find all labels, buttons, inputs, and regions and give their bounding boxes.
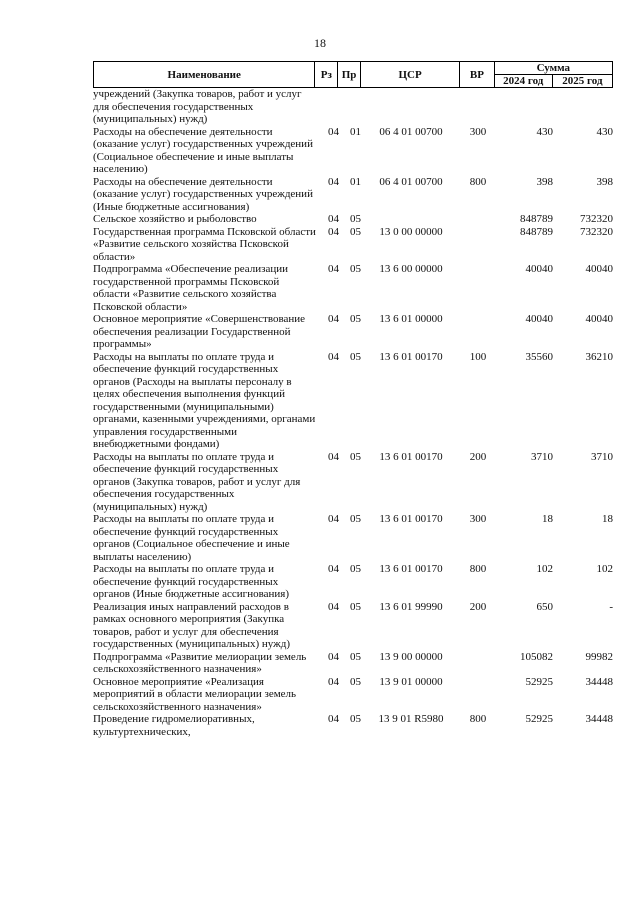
- row-sum-2025: 99982: [585, 650, 613, 663]
- row-csr: 13 0 00 00000: [379, 225, 443, 238]
- row-sum-2025: 40040: [585, 263, 613, 275]
- row-pr: 05: [350, 675, 361, 688]
- table-row: [93, 563, 613, 601]
- table-row: [93, 226, 613, 264]
- row-name: Подпрограмма «Обеспечение реализации государственной программы Псковской области «Развитие сельского хозяйства Псковской области»: [93, 263, 288, 313]
- row-sum-2024: 430: [536, 125, 553, 138]
- row-sum-2025: 34448: [585, 675, 613, 688]
- row-rz: 04: [328, 263, 339, 275]
- table-row: [93, 513, 613, 563]
- row-rz: 04: [328, 563, 339, 575]
- row-pr: 05: [350, 225, 361, 238]
- row-pr: 05: [350, 513, 361, 525]
- table-row: [93, 451, 613, 514]
- header-csr: ЦСР: [360, 62, 459, 88]
- header-rz: Рз: [315, 62, 338, 88]
- table-row: [93, 213, 613, 226]
- row-name: Расходы на обеспечение деятельности (оказание услуг) государственных учреждений (Социальное обеспечение и иные выплаты населению): [93, 125, 313, 175]
- table-row: [93, 713, 613, 738]
- row-name: Расходы на выплаты по оплате труда и обеспечение функций государственных органов (Расходы на выплаты персоналу в целях обеспечения выполнения функций государственными (муниципальными) органами, казенными учреждениями, органами управления государственными внебюджетными фондами): [93, 350, 316, 450]
- table-body: [93, 88, 613, 738]
- row-sum-2024: 35560: [525, 350, 553, 363]
- header-pr: Пр: [338, 62, 361, 88]
- row-pr: 05: [350, 563, 361, 575]
- header-vr: ВР: [460, 62, 495, 88]
- row-name: Проведение гидромелиоративных, культуртехнических,: [93, 713, 255, 738]
- row-vr: 200: [469, 600, 487, 613]
- row-rz: 04: [328, 713, 339, 725]
- row-rz: 04: [328, 175, 339, 188]
- row-sum-2025: 18: [602, 513, 613, 525]
- row-vr: 800: [469, 563, 487, 575]
- header-year-2025: 2025 год: [552, 75, 612, 88]
- row-vr: 300: [469, 513, 487, 525]
- row-name: Подпрограмма «Развитие мелиорации земель сельскохозяйственного назначения»: [93, 650, 307, 675]
- row-pr: 05: [350, 713, 361, 725]
- row-sum-2025: 430: [596, 125, 613, 138]
- row-sum-2024: 650: [536, 600, 553, 613]
- row-pr: 05: [350, 450, 361, 463]
- row-name: учреждений (Закупка товаров, работ и услуг для обеспечения государственных (муниципальных) нужд): [93, 88, 302, 125]
- row-csr: 06 4 01 00700: [379, 125, 443, 138]
- row-csr: 13 6 01 00000: [379, 313, 443, 325]
- page-number: 18: [314, 36, 326, 50]
- row-name: Расходы на выплаты по оплате труда и обеспечение функций государственных органов (Социальное обеспечение и иные выплаты населению): [93, 513, 290, 563]
- row-sum-2024: 848789: [520, 213, 553, 225]
- row-name: Основное мероприятие «Совершенствование обеспечения реализации Государственной программы»: [93, 313, 306, 350]
- table-row: [93, 601, 613, 651]
- table-row: [93, 176, 613, 214]
- row-sum-2024: 848789: [520, 225, 553, 238]
- row-rz: 04: [328, 313, 339, 325]
- row-vr: 100: [469, 350, 487, 363]
- row-sum-2024: 52925: [525, 713, 553, 725]
- row-csr: 13 9 00 00000: [379, 650, 443, 663]
- row-sum-2025: 732320: [580, 225, 613, 238]
- row-sum-2024: 40040: [525, 263, 553, 275]
- row-pr: 05: [350, 263, 361, 275]
- row-csr: 13 6 01 00170: [379, 450, 443, 463]
- header-name: Наименование: [94, 62, 315, 88]
- row-vr: 800: [469, 713, 487, 725]
- row-sum-2024: 3710: [531, 450, 553, 463]
- row-rz: 04: [328, 650, 339, 663]
- row-sum-2024: 105082: [520, 650, 553, 663]
- row-pr: 05: [350, 600, 361, 613]
- row-pr: 05: [350, 313, 361, 325]
- row-vr: 300: [469, 125, 487, 138]
- row-name: Сельское хозяйство и рыболовство: [93, 213, 257, 225]
- table-row: [93, 88, 613, 126]
- row-name: Расходы на выплаты по оплате труда и обеспечение функций государственных органов (Иные бюджетные ассигнования): [93, 563, 290, 600]
- row-sum-2024: 40040: [525, 313, 553, 325]
- row-sum-2025: 3710: [591, 450, 613, 463]
- row-sum-2024: 52925: [525, 675, 553, 688]
- row-csr: 13 6 01 00170: [379, 513, 443, 525]
- table-row: [93, 263, 613, 313]
- row-csr: 13 6 01 00170: [379, 563, 443, 575]
- row-rz: 04: [328, 225, 339, 238]
- row-sum-2025: 36210: [585, 350, 613, 363]
- row-pr: 05: [350, 213, 361, 225]
- row-pr: 01: [350, 125, 361, 138]
- row-csr: 13 6 01 99990: [379, 600, 443, 613]
- row-sum-2025: 398: [596, 175, 613, 188]
- row-rz: 04: [328, 600, 339, 613]
- row-vr: 800: [469, 175, 487, 188]
- row-sum-2025: 40040: [585, 313, 613, 325]
- row-name: Основное мероприятие «Реализация мероприятий в области мелиорации земель сельскохозяйственного назначения»: [93, 675, 297, 713]
- row-name: Реализация иных направлений расходов в рамках основного мероприятия (Закупка товаров, работ и услуг для обеспечения государственных (муниципальных) нужд): [93, 600, 290, 650]
- row-name: Расходы на обеспечение деятельности (оказание услуг) государственных учреждений (Иные бюджетные ассигнования): [93, 175, 313, 213]
- row-sum-2025: 34448: [585, 713, 613, 725]
- row-rz: 04: [328, 675, 339, 688]
- row-sum-2025: 102: [596, 563, 613, 575]
- header-sum: Сумма: [494, 62, 612, 75]
- row-sum-2025: -: [609, 600, 613, 613]
- row-csr: 13 9 01 00000: [379, 675, 443, 688]
- row-rz: 04: [328, 350, 339, 363]
- row-rz: 04: [328, 513, 339, 525]
- row-csr: 06 4 01 00700: [379, 175, 443, 188]
- table-header: [93, 61, 613, 88]
- table-row: [93, 676, 613, 714]
- row-sum-2024: 398: [536, 175, 553, 188]
- table-row: [93, 126, 613, 176]
- row-pr: 05: [350, 650, 361, 663]
- row-sum-2024: 102: [536, 563, 553, 575]
- row-vr: 200: [469, 450, 487, 463]
- row-rz: 04: [328, 450, 339, 463]
- table-row: [93, 651, 613, 676]
- table-row: [93, 351, 613, 451]
- row-name: Расходы на выплаты по оплате труда и обеспечение функций государственных органов (Закупка товаров, работ и услуг для обеспечения государственных (муниципальных) нужд): [93, 450, 301, 513]
- row-name: Государственная программа Псковской области «Развитие сельского хозяйства Псковской области»: [93, 225, 316, 263]
- row-pr: 01: [350, 175, 361, 188]
- table-row: [93, 313, 613, 351]
- row-sum-2024: 18: [542, 513, 553, 525]
- row-csr: 13 6 00 00000: [379, 263, 443, 275]
- row-csr: 13 9 01 R5980: [378, 713, 444, 725]
- header-year-2024: 2024 год: [494, 75, 552, 88]
- row-sum-2025: 732320: [580, 213, 613, 225]
- row-rz: 04: [328, 125, 339, 138]
- row-csr: 13 6 01 00170: [379, 350, 443, 363]
- row-rz: 04: [328, 213, 339, 225]
- row-pr: 05: [350, 350, 361, 363]
